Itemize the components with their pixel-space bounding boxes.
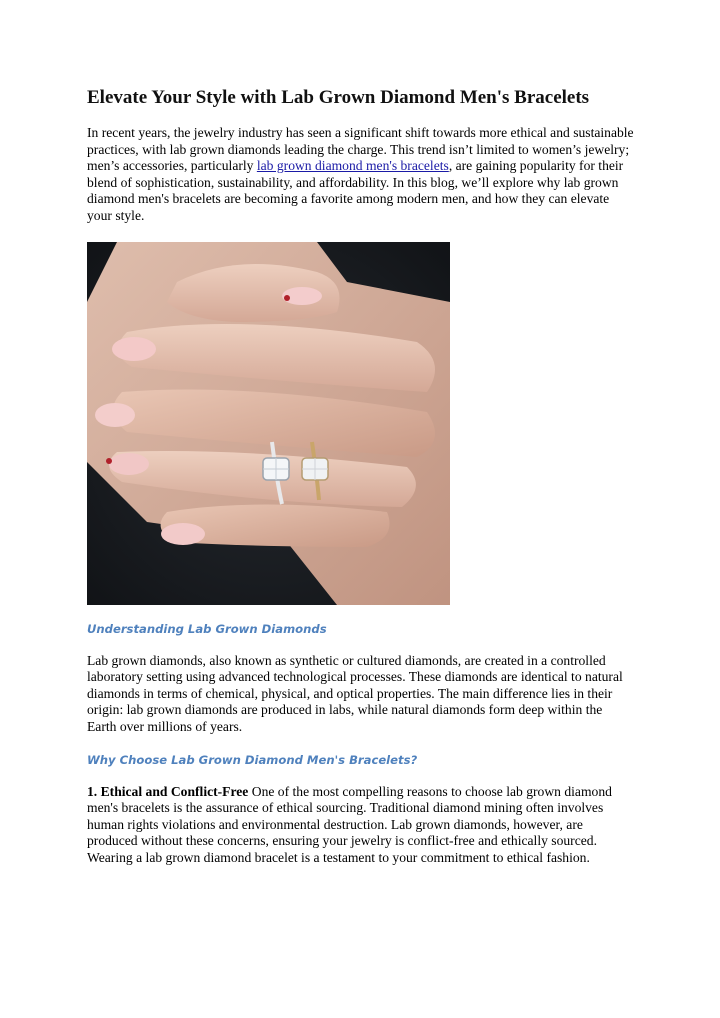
- section1-paragraph: Lab grown diamonds, also known as synthetic or cultured diamonds, are created in a controlled laboratory setting using advanced technological processes. These diamonds are identical to natural diamonds in terms of chemical, physical, and optical properties. The main difference lies in their origin: lab grown diamonds are produced in labs, while natural diamonds form deep within the Earth over millions of years.: [87, 652, 623, 734]
- point1-lead: 1. Ethical and Conflict-Free: [87, 783, 249, 799]
- heading-understanding: Understanding Lab Grown Diamonds: [87, 621, 327, 636]
- point1-text: One of the most compelling reasons to choose lab grown diamond men's bracelets is the assurance of ethical sourcing. Traditional diamond mining often involves human rights violations and environmental destruction. Lab grown diamonds, however, are produced without these concerns, ensuring your jewelry is conflict-free and ethically sourced. Wearing a lab grown diamond bracelet is a testament to your commitment to ethical fashion.: [87, 783, 612, 865]
- ring-hands-photo: [87, 242, 450, 605]
- heading-why-choose: Why Choose Lab Grown Diamond Men's Bracelets?: [87, 752, 418, 767]
- document-page: [87, 86, 635, 867]
- intro-text-start: In recent years, the jewelry industry has seen a significant shift towards more ethical and sustainable practices, with lab grown diamonds leading the charge. This trend isn’t limited to women’s jewelry; men’s accessories, particularly: [87, 125, 634, 174]
- bracelets-link[interactable]: lab grown diamond men's bracelets: [256, 158, 449, 174]
- intro-text-end: , are gaining popularity for their blend of sophistication, sustainability, and affordability. In this blog, we’ll explore why lab grown diamond men's bracelets are becoming a favorite among modern men, and how they can elevate your style.: [87, 158, 624, 223]
- article-title: Elevate Your Style with Lab Grown Diamond Men's Bracelets: [87, 87, 590, 108]
- point1-paragraph: [87, 784, 635, 867]
- intro-paragraph: [87, 125, 635, 225]
